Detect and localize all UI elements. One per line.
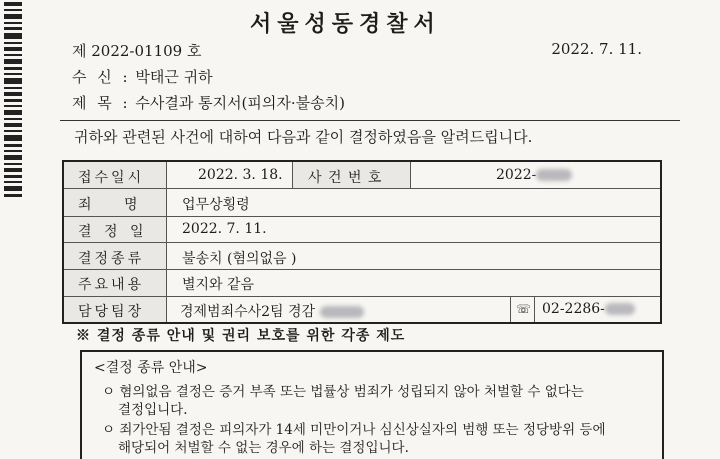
column-divider [510,296,511,322]
officer-label: 담당팀장 [78,304,145,320]
row-divider [64,296,660,297]
row-divider [64,216,660,217]
summary-value: 별지와 같음 [182,277,255,293]
receipt-date: 2022. 3. 18. [198,167,283,183]
phone-number [542,301,635,317]
summary-label: 주요내용 [78,277,145,293]
guide-item-no-crime: ㅇ 죄가안됨 결정은 피의자가 14세 미만이거나 심신상실자의 범행 또는 정당방위 등에 [102,422,606,438]
reference-number: 제 2022-01109 호 [72,42,202,60]
row-divider [64,242,660,243]
officer-info [180,301,364,321]
redacted-mark [536,169,572,181]
issue-date: 2022. 7. 11. [551,40,642,58]
column-divider [410,162,411,188]
case-number-prefix: 2022- [496,167,537,183]
issuer-title: 서울성동경찰서 [250,11,441,37]
recipient-label: 수 신 : [72,68,131,86]
row-divider [64,188,660,189]
decision-date-label: 결 정 일 [78,224,148,240]
case-no-label: 사 건 번 호 [308,170,383,186]
column-divider [534,296,535,322]
intro-text: 귀하와 관련된 사건에 대하여 다음과 같이 결정하였음을 알려드립니다. [74,128,533,146]
charge-label: 죄 명 [78,197,152,213]
phone-icon: ☏ [516,302,532,316]
divider [60,120,680,121]
column-divider [292,162,293,188]
guide-item-no-charge-cont: 결정입니다. [118,402,188,418]
redacted-mark [605,303,635,315]
guide-item-no-crime-cont: 해당되어 처벌할 수 없는 경우에 하는 결정입니다. [118,440,409,456]
subject-text: 수사결과 통지서(피의자·불송치) [135,94,345,112]
officer-team: 경제범죄수사2팀 경감 [180,304,316,320]
row-divider [64,269,660,270]
phone-prefix: 02-2286- [542,301,605,317]
case-number [496,167,572,183]
subject-line [72,92,345,113]
decision-date: 2022. 7. 11. [182,221,267,237]
redacted-mark [320,306,364,318]
decision-guide-title: <결정 종류 안내> [94,360,208,376]
guide-item-no-charge: ㅇ 혐의없음 결정은 증거 부족 또는 법률상 범죄가 성립되지 않아 처벌할 수 없다는 [102,384,584,400]
recipient-name: 박태근 귀하 [135,68,213,86]
notice-heading: ※ 결정 종류 안내 및 권리 보호를 위한 각종 제도 [76,328,406,344]
barcode-icon [2,0,24,200]
decision-type: 불송치 (혐의없음 ) [182,251,297,267]
charge-value: 업무상횡령 [182,197,250,213]
decision-type-label: 결정종류 [78,251,145,267]
subject-label: 제 목 : [72,94,131,112]
result-table [62,160,662,324]
recipient-line [72,66,213,87]
receipt-label: 접수일시 [78,170,145,186]
